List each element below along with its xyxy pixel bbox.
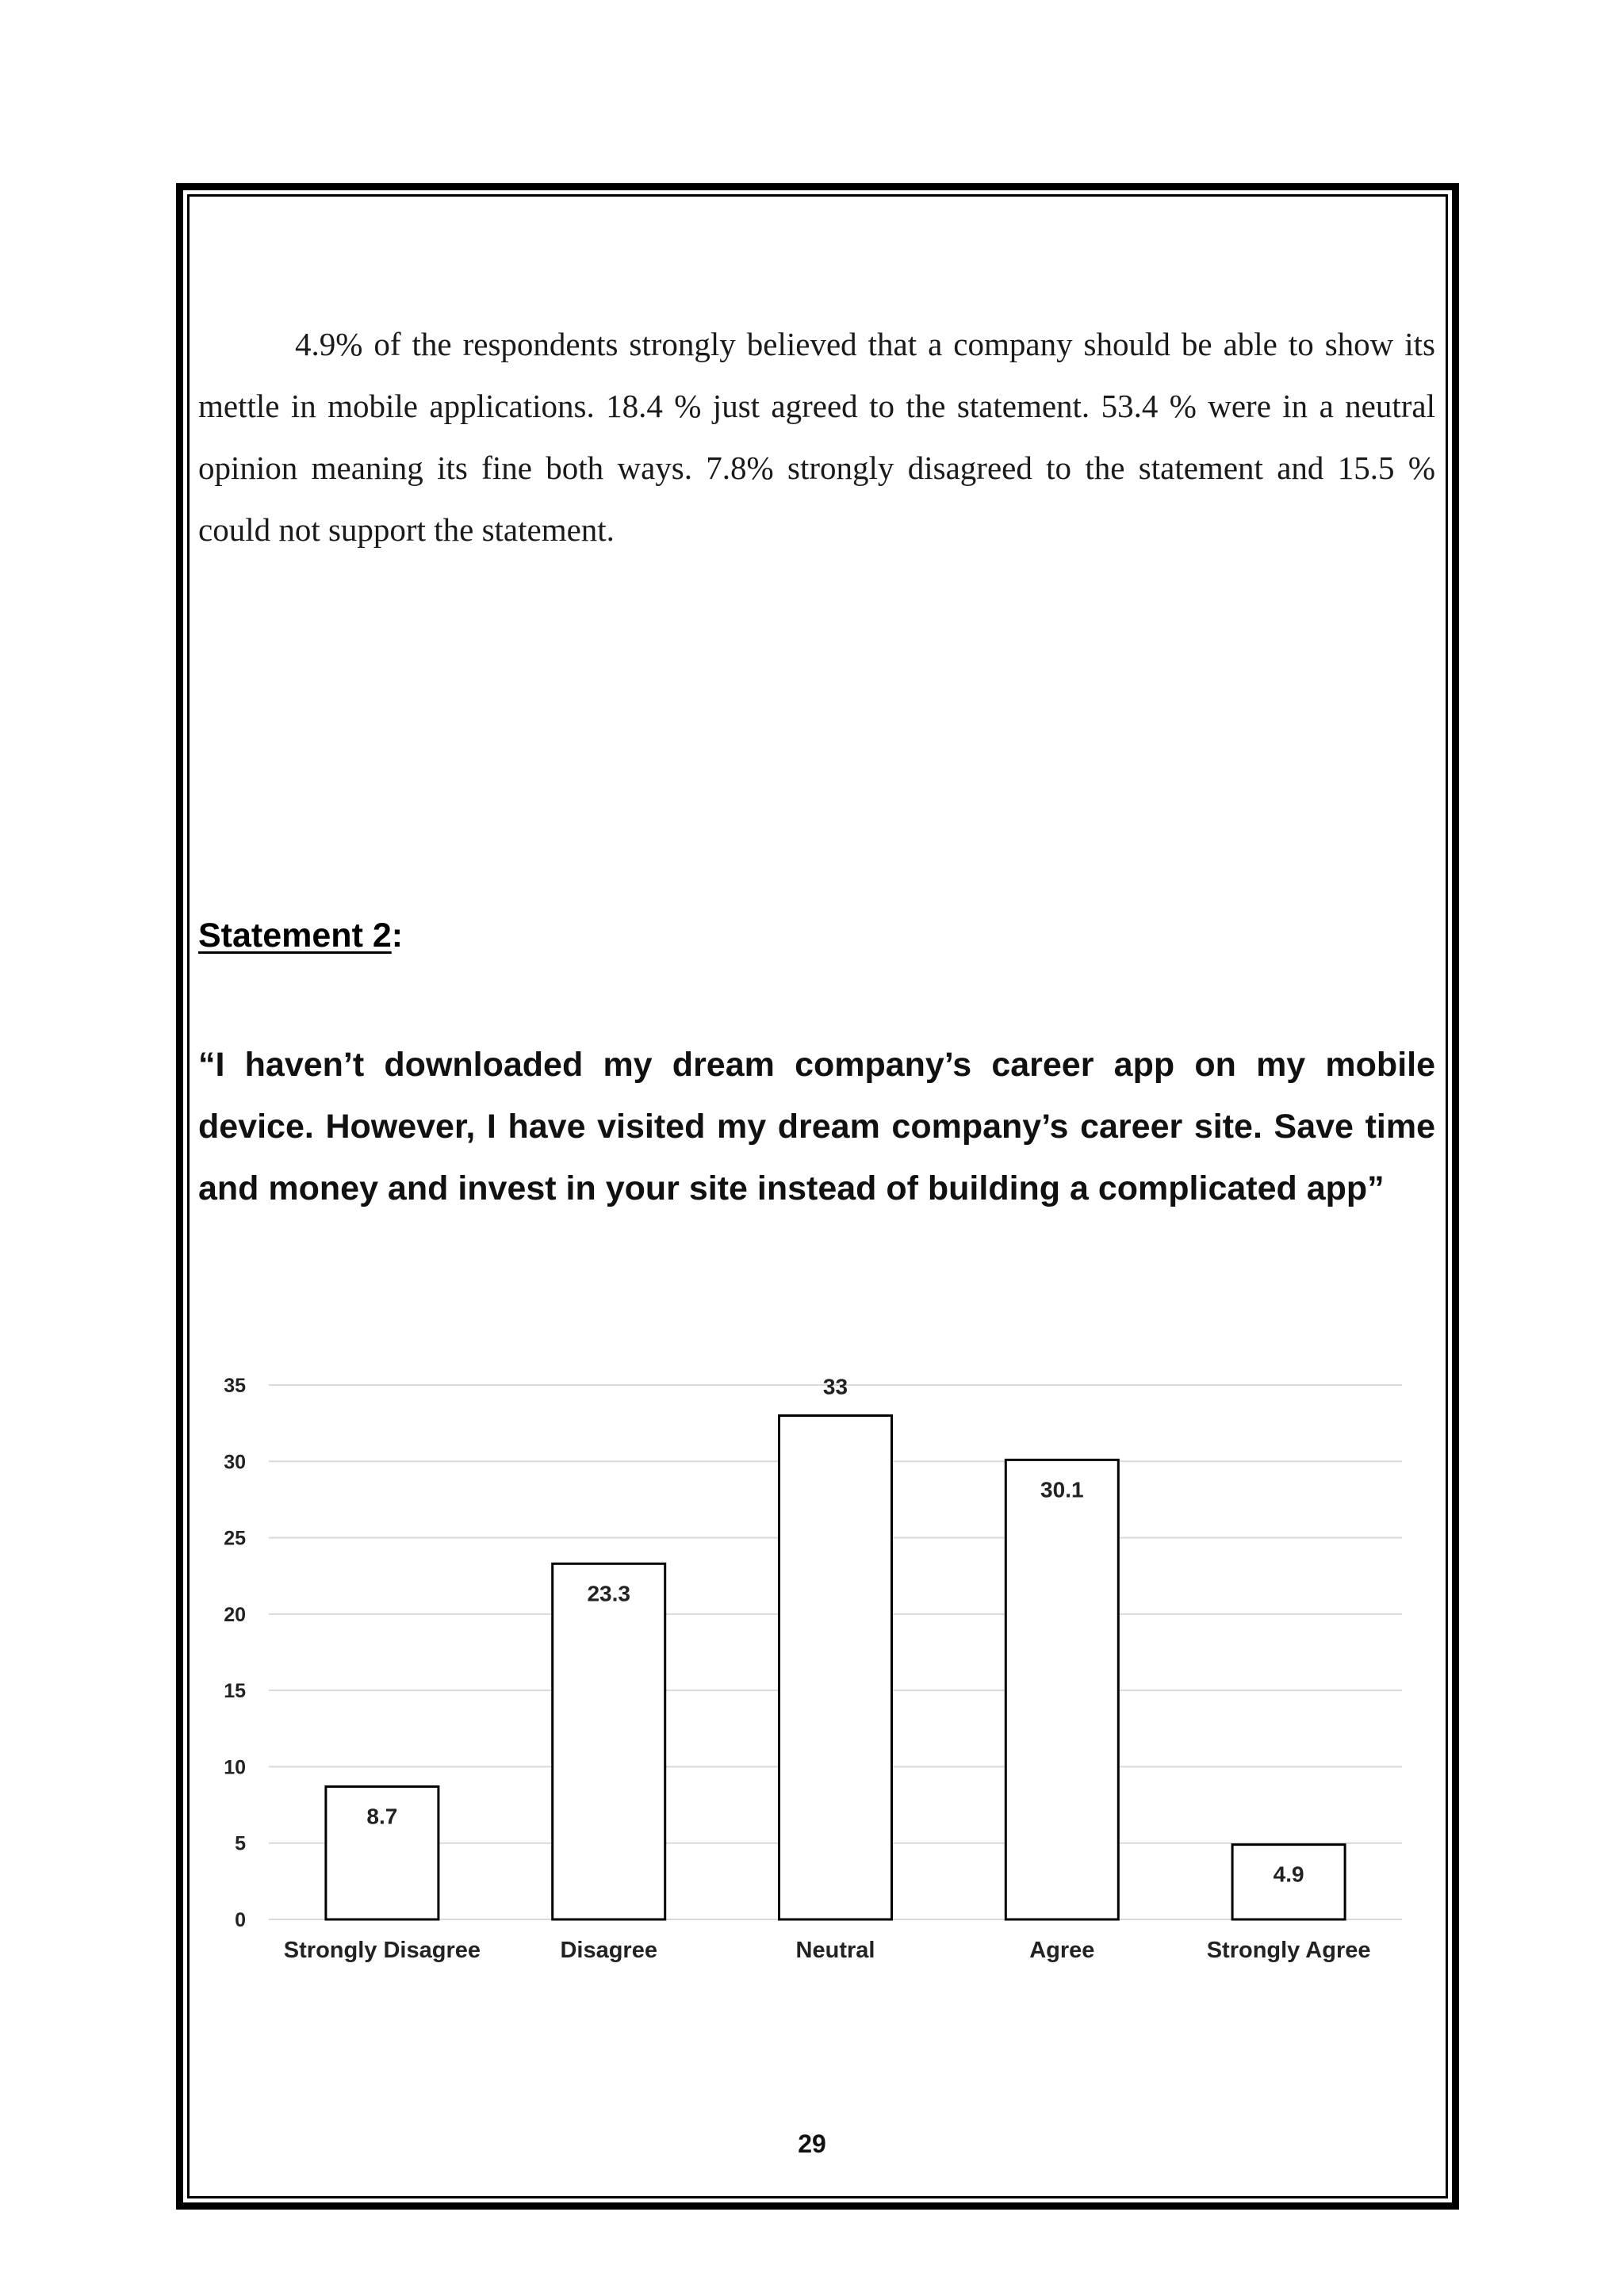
bar-agree xyxy=(1005,1460,1118,1919)
data-label: 23.3 xyxy=(587,1581,630,1606)
y-tick-label: 15 xyxy=(224,1680,246,1703)
body-paragraph: 4.9% of the respondents strongly believed that a company should be able to show its mettle in mobile applications. 18.4 % just agreed to the statement. 53.4 % were in a neutral opinion meaning its fine both ways. 7.8% strongly disagreed to the statement and 15.5 % could not support the statement. xyxy=(198,326,1435,548)
y-tick-label: 20 xyxy=(224,1603,246,1626)
x-tick-label: Strongly Disagree xyxy=(283,1938,481,1963)
data-label: 4.9 xyxy=(1273,1862,1304,1887)
data-label: 8.7 xyxy=(366,1804,398,1829)
body-text xyxy=(198,313,1435,561)
x-tick-label: Neutral xyxy=(795,1938,875,1963)
y-tick-label: 10 xyxy=(224,1756,246,1779)
page-number: 29 xyxy=(798,2130,826,2158)
y-tick-label: 30 xyxy=(224,1451,246,1474)
x-tick-label: Agree xyxy=(1029,1938,1095,1963)
y-tick-label: 35 xyxy=(224,1375,246,1397)
y-tick-label: 25 xyxy=(224,1527,246,1550)
statement-quote: “I haven’t downloaded my dream company’s career app on my mobile device. However, I have visited my dream company’s career site. Save time and money and invest in your site instead of building a complicated app” xyxy=(198,1046,1435,1207)
statement-colon: : xyxy=(391,916,404,955)
bar-chart xyxy=(198,1348,1435,1982)
y-tick-label: 0 xyxy=(235,1909,246,1931)
statement-heading xyxy=(198,912,403,959)
x-tick-label: Strongly Agree xyxy=(1206,1938,1371,1963)
bar-neutral xyxy=(779,1416,892,1919)
x-tick-label: Disagree xyxy=(560,1938,657,1963)
y-tick-label: 5 xyxy=(235,1832,246,1855)
data-label: 30.1 xyxy=(1040,1477,1084,1502)
data-label: 33 xyxy=(822,1374,848,1399)
statement-label: Statement 2 xyxy=(198,916,392,955)
bar-disagree xyxy=(553,1563,665,1919)
